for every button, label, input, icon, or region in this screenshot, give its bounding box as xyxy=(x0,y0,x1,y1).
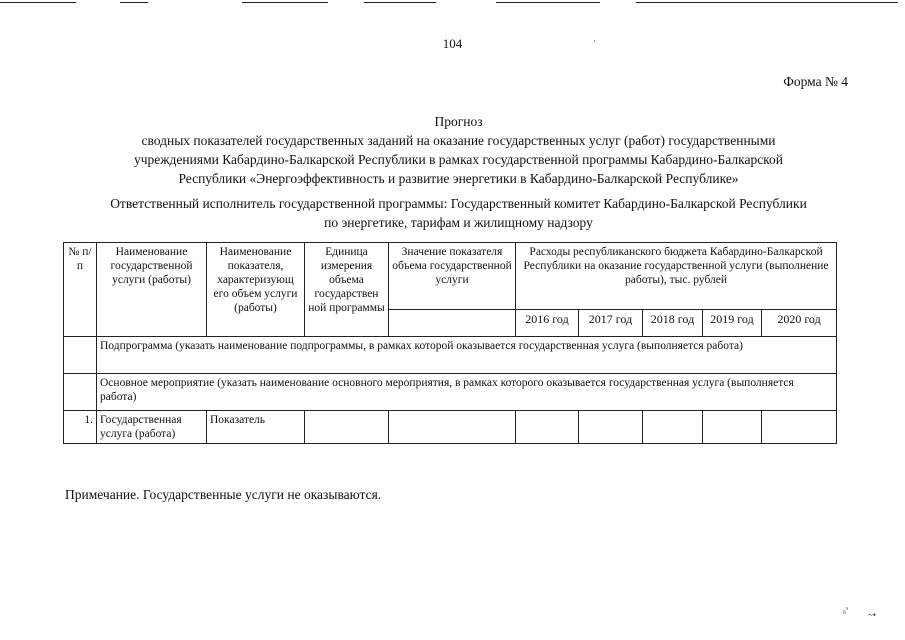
empty-cell xyxy=(643,411,703,444)
main-activity-cell: Основное мероприятие (указать наименование основного мероприятия, в рамках которого оказывается государственная услуга (выполняется работа) xyxy=(97,374,837,411)
empty-cell xyxy=(305,411,389,444)
empty-cell xyxy=(64,374,97,411)
empty-cell xyxy=(64,337,97,374)
stray-mark: ₆ˢ xyxy=(843,604,849,614)
title-line: сводных показателей государственных заданий на оказание государственных услуг (работ) государственными xyxy=(141,133,776,148)
title-line: учреждениями Кабардино-Балкарской Республики в рамках государственной программы Кабардино-Балкарской xyxy=(133,152,784,167)
header-unit: Единица измерения объема государствен ной программы xyxy=(305,243,389,337)
title-line: Республики «Энергоэффективность и развитие энергетики в Кабардино-Балкарской Республике» xyxy=(178,171,739,186)
header-service-name: Наименование государственной услуги (работы) xyxy=(97,243,207,337)
empty-cell xyxy=(389,411,516,444)
executor-line: по энергетике, тарифам и жилищному надзору xyxy=(324,215,593,230)
subprogram-row xyxy=(64,337,837,374)
header-indicator-value-empty xyxy=(389,310,516,337)
empty-cell xyxy=(703,411,762,444)
top-scan-rule xyxy=(636,2,898,3)
header-indicator-name: Наименование показателя, характеризующ его объем услуги (работы) xyxy=(207,243,305,337)
top-scan-rule xyxy=(496,2,600,3)
main-activity-row xyxy=(64,374,837,411)
page-number: 104 xyxy=(442,36,463,51)
top-scan-rule xyxy=(120,2,148,3)
table-row xyxy=(64,411,837,444)
header-num: № п/п xyxy=(64,243,97,337)
document-title xyxy=(60,112,857,188)
note: Примечание. Государственные услуги не оказываются. xyxy=(65,487,382,502)
subprogram-cell: Подпрограмма (указать наименование подпрограммы, в рамках которой оказывается государственная услуга (выполняется работа) xyxy=(97,337,837,374)
executor-line: Ответственный исполнитель государственной программы: Государственный комитет Кабардино-Балкарской Республики xyxy=(110,196,807,211)
header-year: 2018 год xyxy=(643,310,703,337)
top-scan-rule xyxy=(242,2,328,3)
stray-mark: ~• xyxy=(868,610,877,620)
indicator-cell: Показатель xyxy=(207,411,305,444)
header-year: 2017 год xyxy=(579,310,643,337)
empty-cell xyxy=(762,411,837,444)
header-expenses: Расходы республиканского бюджета Кабардино-Балкарской Республики на оказание государственной услуги (выполнение работы), тыс. рублей xyxy=(516,243,837,310)
stray-mark: · xyxy=(593,36,596,46)
service-cell: Государственная услуга (работа) xyxy=(97,411,207,444)
header-indicator-value: Значение показателя объема государственной услуги xyxy=(389,243,516,310)
header-year: 2016 год xyxy=(516,310,579,337)
title-line: Прогноз xyxy=(434,114,483,129)
header-year: 2019 год xyxy=(703,310,762,337)
services-forecast-table xyxy=(63,242,837,444)
form-number: Форма № 4 xyxy=(783,74,848,89)
top-scan-rule xyxy=(0,2,76,3)
empty-cell xyxy=(579,411,643,444)
header-year: 2020 год xyxy=(762,310,837,337)
top-scan-rule xyxy=(364,2,436,3)
responsible-executor xyxy=(60,194,857,232)
empty-cell xyxy=(516,411,579,444)
row-number: 1. xyxy=(64,411,97,444)
